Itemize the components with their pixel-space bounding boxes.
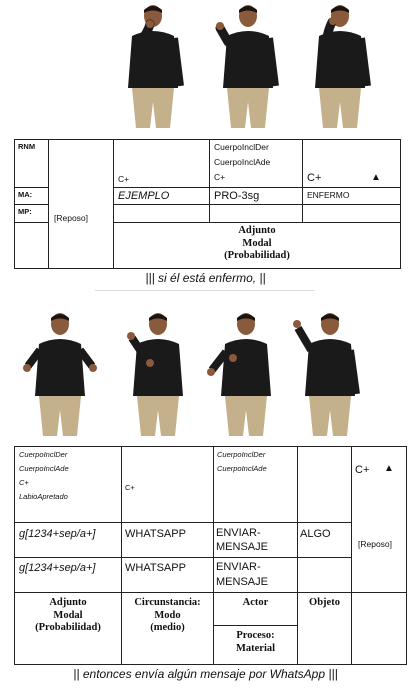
- row1-c3-line1: ENVIAR-: [216, 527, 261, 539]
- col2-tag-line2: CuerpoInclAde: [214, 157, 271, 167]
- signer-photo-3: [306, 2, 376, 128]
- bottom-caption: || entonces envía algún mensaje por WhatsApp |||: [73, 667, 338, 681]
- c3-tag-line2: CuerpoInclAde: [217, 464, 267, 473]
- top-caption: ||| si él está enfermo, ||: [145, 271, 266, 285]
- c3-tag-line1: CuerpoInclDer: [217, 450, 266, 459]
- c2-tag: C+: [125, 483, 135, 492]
- reposo-label: [Reposo]: [358, 539, 393, 549]
- col1-gloss: EJEMPLO: [118, 190, 170, 202]
- col2-tag-line3: C+: [214, 172, 226, 182]
- reposo-label: [Reposo]: [54, 213, 89, 223]
- signer-photo-1: [118, 2, 188, 128]
- signer-photo-2: [212, 2, 282, 128]
- proceso-header: Proceso: Material: [235, 630, 276, 654]
- col2-tag-line1: CuerpoInclDer: [214, 142, 269, 152]
- row1-c2: WHATSAPP: [125, 528, 186, 540]
- ma-label: MA:: [18, 190, 33, 199]
- circunstancia-header: Circunstancia: Modo (medio): [134, 597, 201, 634]
- col2-gloss: PRO-3sg: [214, 190, 260, 202]
- c1-tag-line4: LabioApretado: [19, 492, 68, 501]
- row2-c3-line1: ENVIAR-: [216, 561, 261, 573]
- row1-c4: ALGO: [300, 528, 331, 540]
- row1-c1: g[1234+sep/a+]: [19, 528, 96, 540]
- adjunto-modal-header: Adjunto Modal (Probabilidad): [35, 597, 101, 634]
- row1-c3-line2: MENSAJE: [216, 541, 268, 553]
- objeto-header: Objeto: [309, 597, 340, 608]
- c1-tag-line3: C+: [19, 478, 29, 487]
- adjunto-modal-header: Adjunto Modal (Probabilidad): [224, 225, 290, 262]
- col3-gloss: ENFERMO: [307, 190, 350, 200]
- caption-divider: [95, 290, 315, 291]
- c5-tag: C+: [355, 464, 370, 476]
- row2-c3-line2: MENSAJE: [216, 576, 268, 588]
- signer-photo-5: [118, 310, 198, 436]
- triangle-icon: ▲: [371, 172, 381, 183]
- signer-photo-7: [290, 310, 370, 436]
- row2-c2: WHATSAPP: [125, 562, 186, 574]
- signer-photo-6: [206, 310, 286, 436]
- mp-label: MP:: [18, 207, 32, 216]
- c1-tag-line1: CuerpoInclDer: [19, 450, 68, 459]
- triangle-icon: ▲: [384, 463, 394, 474]
- rnm-label: RNM: [18, 142, 36, 151]
- signer-photo-4: [20, 310, 100, 436]
- c1-tag-line2: CuerpoInclAde: [19, 464, 69, 473]
- row2-c1: g[1234+sep/a+]: [19, 562, 96, 574]
- col3-tag: C+: [307, 172, 322, 184]
- col1-tag: C+: [118, 174, 130, 184]
- actor-header: Actor: [242, 597, 269, 608]
